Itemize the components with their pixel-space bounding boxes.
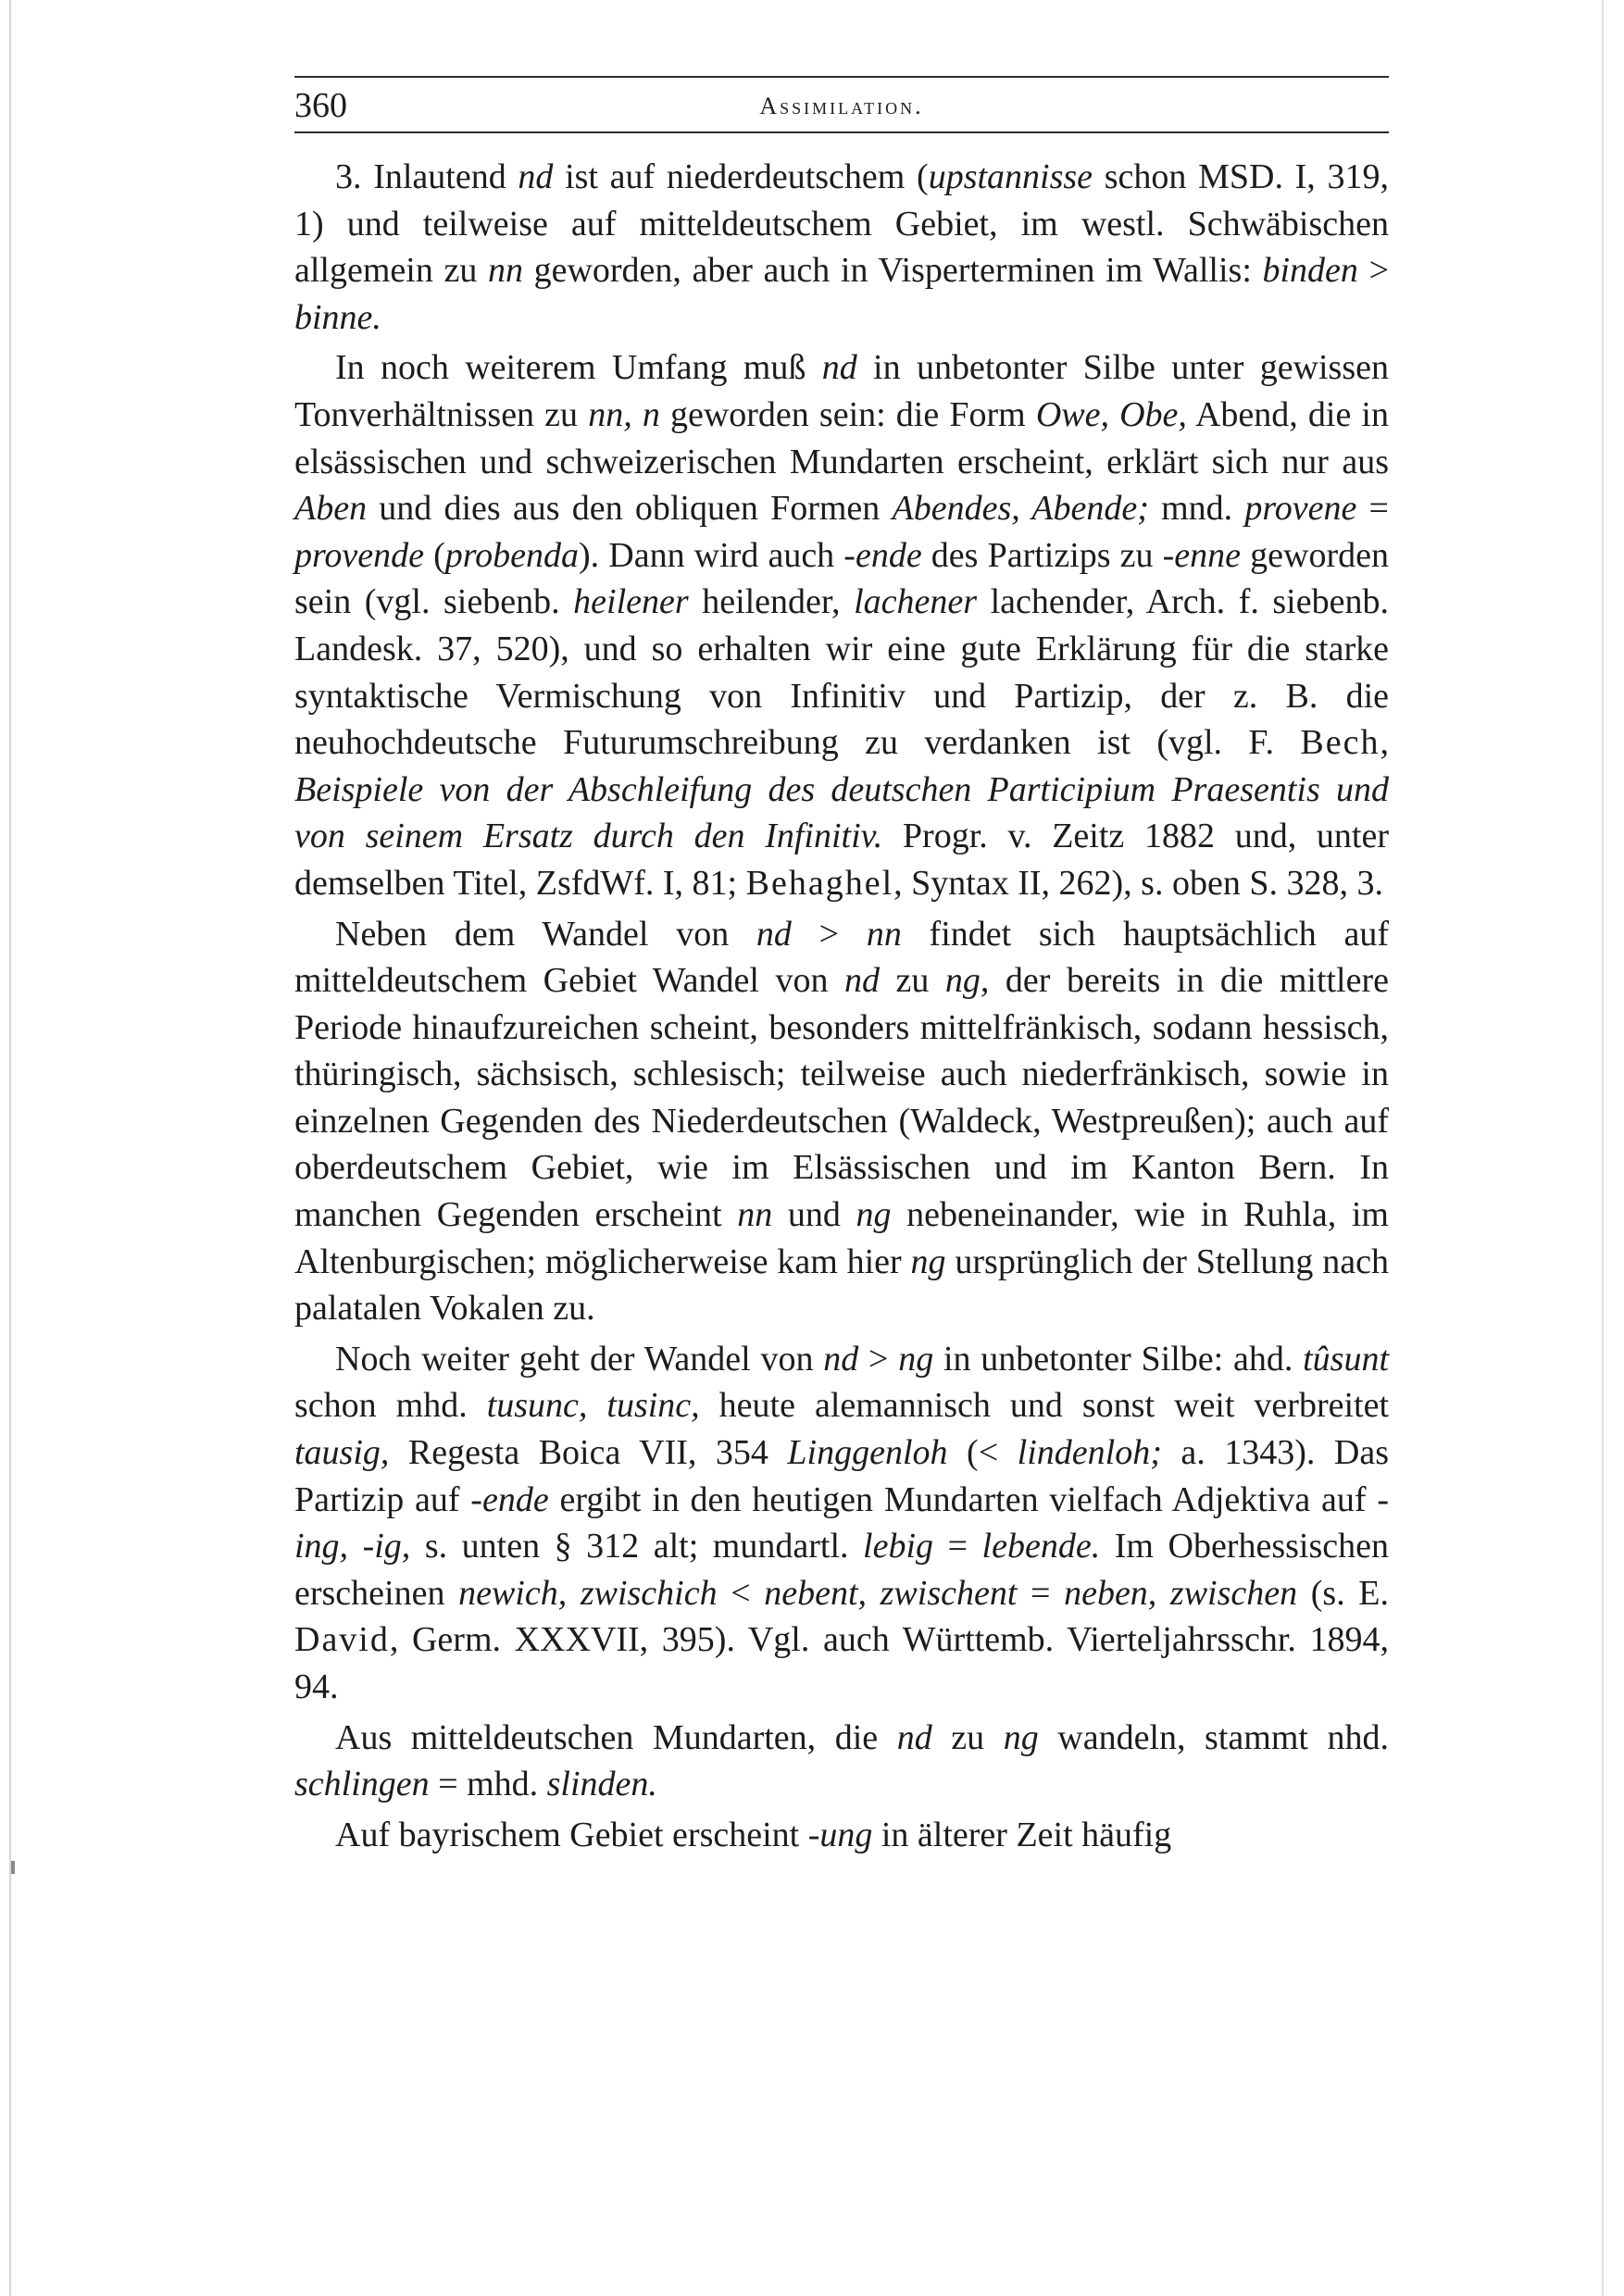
italic-term: nd bbox=[821, 348, 857, 388]
text-run: Aus mitteldeutschen Mundarten, die bbox=[335, 1717, 897, 1757]
italic-term: ng bbox=[910, 1242, 946, 1281]
text-run: ). Dann wird auch bbox=[579, 535, 844, 575]
text-run: = mhd. bbox=[429, 1765, 547, 1804]
italic-term: -ende bbox=[843, 535, 922, 575]
text-run: ist auf niederdeutschem ( bbox=[553, 157, 929, 196]
text-run: > bbox=[791, 914, 867, 954]
author-name: David bbox=[294, 1620, 390, 1660]
italic-term: binne. bbox=[294, 297, 381, 337]
text-run: Noch weiter geht der Wandel von bbox=[335, 1339, 824, 1379]
running-head bbox=[294, 78, 1389, 131]
author-name: Bech bbox=[1300, 723, 1380, 763]
text-run: Neben dem Wandel von bbox=[335, 914, 756, 954]
body-text bbox=[294, 154, 1389, 1858]
author-name: Behaghel bbox=[745, 863, 894, 903]
text-run: (< bbox=[947, 1433, 1018, 1473]
italic-term: ng, bbox=[944, 961, 990, 1001]
text-run: nebeneinander, wie in Ruhla, im Altenburgischen; möglicherweise kam hier bbox=[294, 1195, 1389, 1281]
italic-term: neben, zwischen bbox=[1064, 1573, 1298, 1613]
italic-term: newich, zwischich bbox=[458, 1573, 718, 1613]
text-run: und dies aus den obliquen Formen bbox=[367, 489, 893, 529]
text-run: heilender, bbox=[688, 582, 855, 622]
text-run: (s. E. bbox=[1297, 1573, 1390, 1613]
text-run: = bbox=[933, 1527, 982, 1566]
italic-term: heilener bbox=[573, 582, 689, 622]
paragraph-5 bbox=[294, 1715, 1389, 1808]
text-run: in unbetonter Silbe unter gewissen Tonverhältnissen zu bbox=[294, 348, 1389, 434]
paragraph-4 bbox=[294, 1336, 1389, 1711]
italic-term: tûsunt bbox=[1303, 1339, 1390, 1379]
page-number: 360 bbox=[294, 86, 347, 125]
italic-term: ng bbox=[856, 1195, 892, 1235]
italic-term: ng bbox=[1003, 1717, 1039, 1757]
text-run: Auf bayrischem Gebiet erscheint bbox=[335, 1815, 808, 1854]
italic-term: -ende bbox=[470, 1479, 549, 1519]
italic-term: provene bbox=[1244, 489, 1357, 529]
text-run: 3. Inlautend bbox=[335, 157, 518, 196]
italic-term: Aben bbox=[294, 489, 368, 529]
italic-term: Beispiele von der Abschleifung des deutschen Participium Praesentis und von seinem Ersatz durch den Infinitiv. bbox=[294, 769, 1389, 856]
text-run: geworden, aber auch in Visperterminen im Wallis: bbox=[522, 251, 1263, 291]
text-run: findet sich hauptsächlich auf mitteldeutschem Gebiet Wandel von bbox=[294, 914, 1390, 1001]
text-run: , Syntax II, 262), s. oben S. 328, 3. bbox=[893, 863, 1383, 903]
text-run: ursprünglich der Stellung nach palatalen Vokalen zu. bbox=[294, 1242, 1389, 1329]
italic-term: nd bbox=[823, 1339, 859, 1379]
italic-term: nd bbox=[518, 157, 554, 196]
italic-term: provende bbox=[294, 535, 424, 575]
text-run: zu bbox=[879, 961, 945, 1001]
italic-term: nebent, zwischent bbox=[764, 1573, 1018, 1613]
text-run: wandeln, stammt nhd. bbox=[1038, 1717, 1389, 1757]
text-run: geworden sein: die Form bbox=[659, 394, 1036, 434]
italic-term: -ung bbox=[807, 1815, 873, 1854]
italic-term: binden bbox=[1262, 251, 1358, 291]
text-run: = bbox=[1017, 1573, 1065, 1613]
italic-term: tausig, bbox=[294, 1433, 390, 1473]
text-run: lachender, Arch. f. siebenb. Landesk. 37, 520), und so erhalten wir eine gute Erklärung für die starke syntaktische Vermischung von Infinitiv und Partizip, der z. B. die neuhochdeutsche Futurumschreibung zu verdanken ist (vgl. F. bbox=[294, 582, 1389, 763]
text-run: ( bbox=[423, 535, 445, 575]
text-run: = bbox=[1356, 489, 1389, 529]
text-run: In noch weiterem Umfang muß bbox=[335, 348, 822, 388]
italic-term: slinden. bbox=[546, 1765, 657, 1804]
text-run: der bereits in die mittlere Periode hinaufzureichen scheint, besonders mittelfränkisch, sodann hessisch, thüringisch, sächsisch, schlesisch; teilweise auch niederfränkisch, sowie in einzelnen Gegenden des Niederdeutschen (Waldeck, Westpreußen); auch auf oberdeutschem Gebiet, wie im Elsässischen und im Kanton Bern. In manchen Gegenden erscheint bbox=[294, 961, 1390, 1235]
text-run: geworden sein (vgl. siebenb. bbox=[294, 535, 1389, 622]
text-run: a. 1343). Das Partizip auf bbox=[294, 1433, 1389, 1519]
italic-term: nn bbox=[866, 914, 902, 954]
italic-term: nd bbox=[896, 1717, 932, 1757]
text-run: in unbetonter Silbe: ahd. bbox=[933, 1339, 1304, 1379]
text-run: , Germ. XXXVII, 395). Vgl. auch Württemb. Vierteljahrsschr. 1894, 94. bbox=[294, 1620, 1389, 1706]
paragraph-6 bbox=[294, 1812, 1389, 1859]
text-run: Progr. v. Zeitz 1882 und, unter demselben Titel, ZsfdWf. I, 81; bbox=[294, 817, 1390, 903]
italic-term: -enne bbox=[1162, 535, 1242, 575]
italic-term: ng bbox=[898, 1339, 934, 1379]
italic-term: nd bbox=[756, 914, 792, 954]
scan-edge-right bbox=[1602, 0, 1604, 2296]
italic-term: probenda bbox=[444, 535, 579, 575]
text-run: < bbox=[717, 1573, 765, 1613]
text-run: des Partizips zu bbox=[921, 535, 1163, 575]
italic-term: nn bbox=[487, 251, 523, 291]
text-run: > bbox=[1357, 251, 1389, 291]
italic-term: Abendes, Abende; bbox=[892, 489, 1149, 529]
italic-term: schlingen bbox=[294, 1765, 430, 1804]
text-run: , bbox=[1380, 723, 1389, 763]
paragraph-2 bbox=[294, 344, 1389, 906]
text-run: zu bbox=[931, 1717, 1004, 1757]
running-title: Assimilation. bbox=[759, 93, 924, 119]
text-run: > bbox=[858, 1339, 899, 1379]
italic-term: nd bbox=[843, 961, 880, 1001]
italic-term: nn bbox=[737, 1195, 773, 1235]
header-rule-bottom bbox=[294, 131, 1389, 133]
text-run: in älterer Zeit häufig bbox=[872, 1815, 1172, 1854]
italic-term: nn, n bbox=[588, 394, 660, 434]
text-run: schon mhd. bbox=[294, 1386, 487, 1426]
paragraph-1 bbox=[294, 154, 1389, 341]
text-run: Im Oberhessischen erscheinen bbox=[294, 1527, 1389, 1613]
italic-term: lindenloh; bbox=[1017, 1433, 1162, 1473]
text-run: Regesta Boica VII, 354 bbox=[389, 1433, 788, 1473]
book-page bbox=[294, 76, 1389, 1862]
text-run: mnd. bbox=[1148, 489, 1245, 529]
italic-term: lebig bbox=[863, 1527, 934, 1566]
italic-term: Linggenloh bbox=[787, 1433, 948, 1473]
scan-edge-left bbox=[9, 0, 11, 2296]
italic-term: Owe, Obe, bbox=[1035, 394, 1187, 434]
text-run: und bbox=[772, 1195, 856, 1235]
text-run: s. unten § 312 alt; mundartl. bbox=[410, 1527, 864, 1566]
italic-term: upstannisse bbox=[928, 157, 1093, 196]
text-run: ergibt in den heutigen Mundarten vielfach Adjektiva auf bbox=[548, 1479, 1378, 1519]
margin-ink-mark bbox=[11, 1861, 15, 1874]
italic-term: -ing, -ig, bbox=[294, 1479, 1390, 1566]
text-run: heute alemannisch und sonst weit verbreitet bbox=[699, 1386, 1389, 1426]
italic-term: lebende. bbox=[981, 1527, 1101, 1566]
italic-term: tusunc, tusinc, bbox=[486, 1386, 700, 1426]
text-run: schon MSD. I, 319, 1) und teilweise auf mitteldeutschem Gebiet, im westl. Schwäbischen allgemein zu bbox=[294, 157, 1389, 291]
italic-term: lachener bbox=[854, 582, 978, 622]
text-run: Abend, die in elsässischen und schweizerischen Mundarten erscheint, erklärt sich nur aus bbox=[294, 394, 1389, 481]
paragraph-3 bbox=[294, 911, 1389, 1332]
